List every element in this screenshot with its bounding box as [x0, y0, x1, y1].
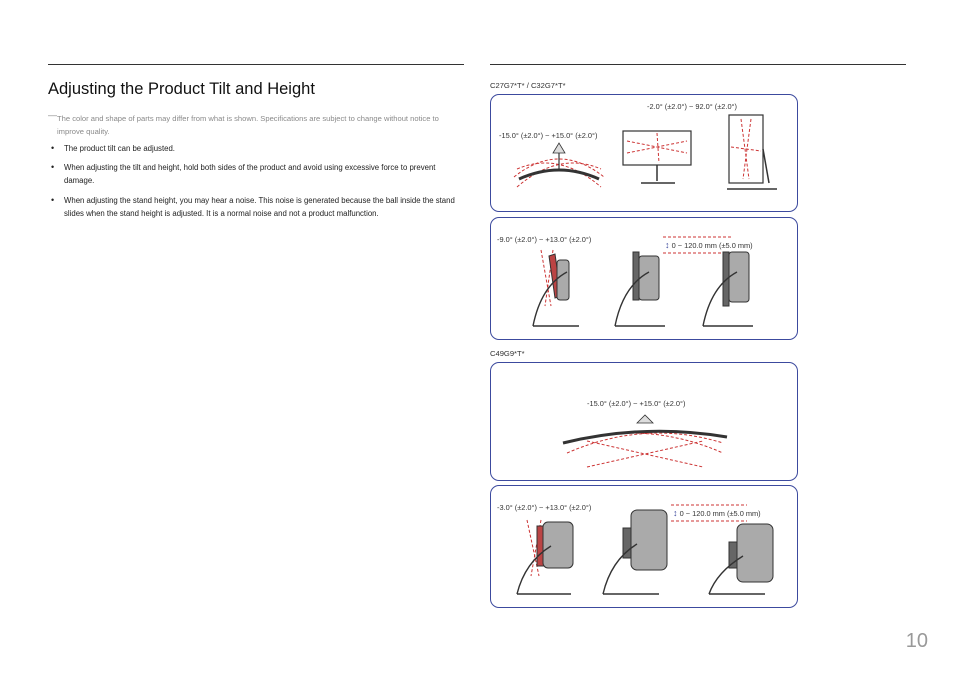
page-number: 10 [905, 630, 928, 652]
ultrawide-swivel-illustration [557, 413, 733, 471]
b-height-arrow-icon: ↕ [673, 508, 678, 518]
b-height-low-illustration [597, 504, 677, 598]
list-item: • The product tilt can be adjusted. [48, 142, 464, 155]
left-header-rule [48, 64, 464, 65]
landscape-monitor-illustration [621, 129, 695, 195]
height-arrow-icon: ↕ [665, 240, 670, 250]
b-height-range-text: 0 ~ 120.0 mm (±5.0 mm) [679, 509, 761, 518]
swivel-illustration [509, 139, 609, 194]
portrait-monitor-illustration [721, 113, 781, 195]
b-height-high-illustration [703, 520, 783, 598]
figure-panel-a-swivel-pivot [490, 94, 798, 212]
note-dash-icon: — [48, 110, 57, 120]
height-range-text: 0 ~ 120.0 mm (±5.0 mm) [671, 241, 753, 250]
model-label-a: C27G7*T* / C32G7*T* [490, 81, 566, 90]
instruction-list [48, 142, 464, 226]
right-header-rule [490, 64, 906, 65]
b-swivel-range-label: -15.0° (±2.0°) ~ +15.0° (±2.0°) [587, 399, 686, 408]
b-tilt-range-label: -3.0° (±2.0°) ~ +13.0° (±2.0°) [497, 503, 592, 512]
page-title: Adjusting the Product Tilt and Height [48, 80, 315, 98]
swivel-range-label: -15.0° (±2.0°) ~ +15.0° (±2.0°) [499, 131, 598, 140]
height-high-illustration [697, 246, 757, 330]
figure-panel-b-swivel [490, 362, 798, 481]
model-label-b: C49G9*T* [490, 349, 525, 358]
figure-panel-b-tilt-height [490, 485, 798, 608]
list-item: • When adjusting the stand height, you may hear a noise. This noise is generated because the ball inside the stand slides when the stand height is adjusted. It is a normal noise and not a product malfunction. [48, 194, 464, 220]
tilt-range-label: -9.0° (±2.0°) ~ +13.0° (±2.0°) [497, 235, 592, 244]
b-tilt-side-illustration [511, 516, 581, 598]
pivot-range-label: -2.0° (±2.0°) ~ 92.0° (±2.0°) [647, 102, 737, 111]
figure-panel-a-tilt-height [490, 217, 798, 340]
height-low-illustration [609, 246, 669, 330]
note-text: The color and shape of parts may differ from what is shown. Specifications are subject to change without notice to improve quality. [57, 114, 439, 136]
tilt-side-illustration [527, 246, 587, 330]
disclaimer-note [48, 112, 458, 138]
list-item: • When adjusting the tilt and height, hold both sides of the product and avoid using excessive force to prevent damage. [48, 161, 464, 187]
